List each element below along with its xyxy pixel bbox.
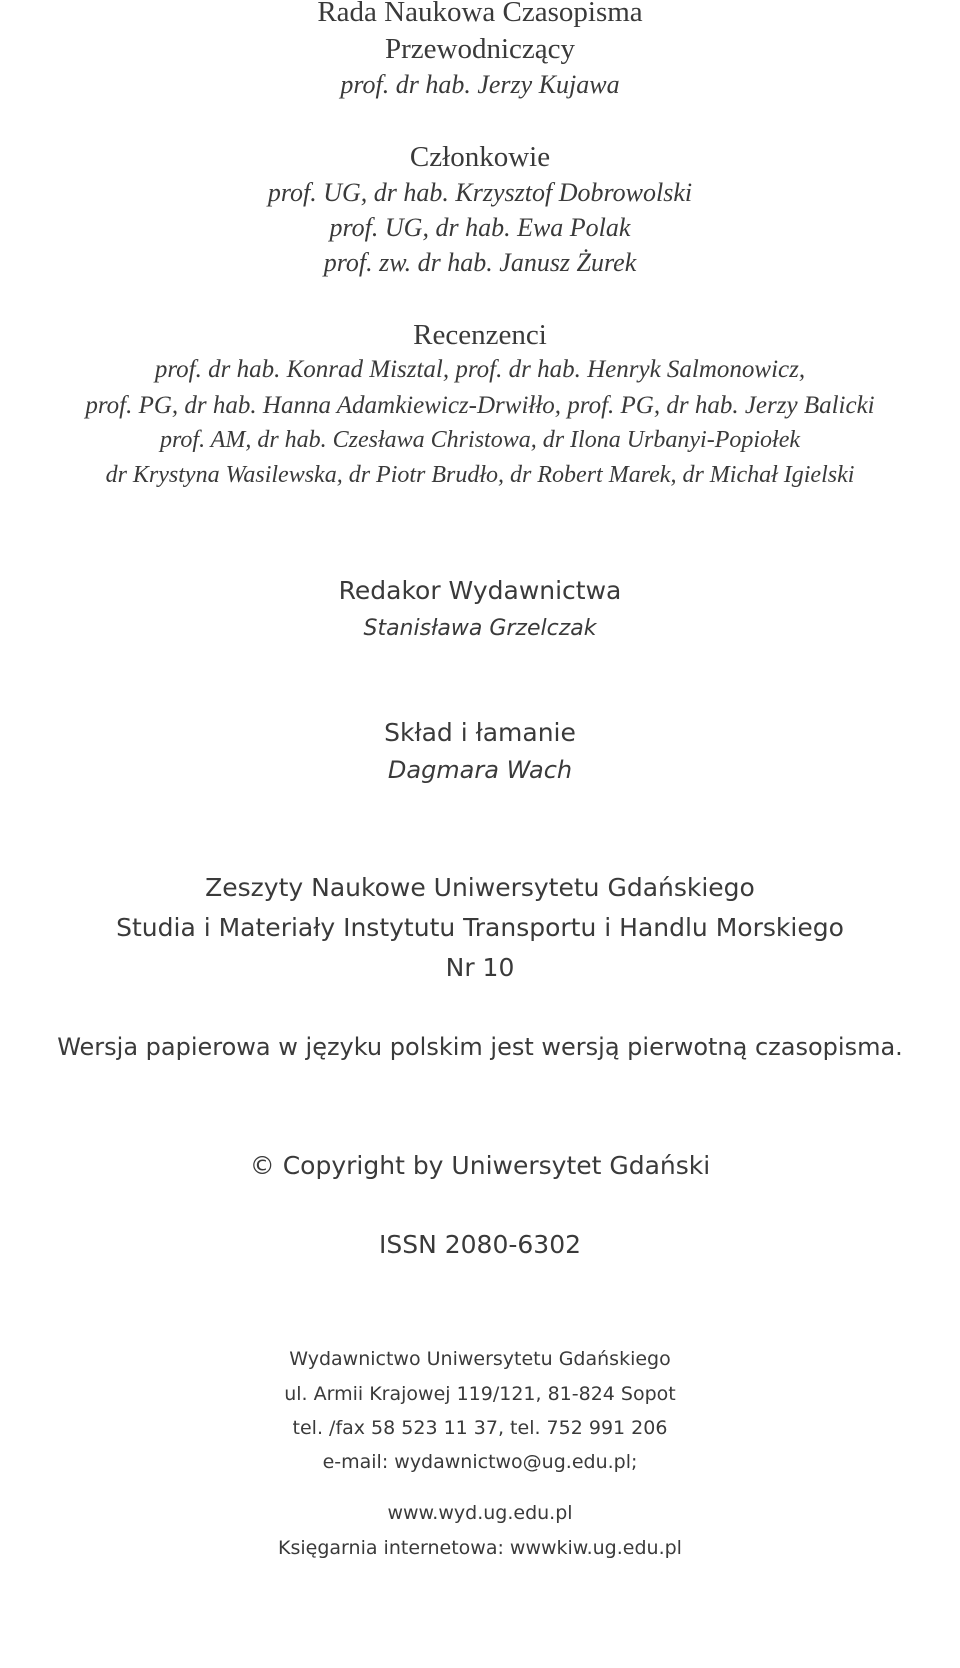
copyright-notice: © Copyright by Uniwersytet Gdański xyxy=(249,1151,711,1180)
member-name: prof. zw. dr hab. Janusz Żurek xyxy=(323,248,637,277)
reviewers-line: prof. dr hab. Konrad Misztal, prof. dr hab. Henryk Salmonowicz, xyxy=(154,356,806,383)
publisher-phone: tel. /fax 58 523 11 37, tel. 752 991 206 xyxy=(292,1417,668,1439)
bookstore-link: Księgarnia internetowa: wwwkiw.ug.edu.pl xyxy=(278,1537,682,1559)
members-heading: Członkowie xyxy=(409,141,551,173)
chair-heading: Przewodniczący xyxy=(384,33,575,65)
reviewers-line: prof. AM, dr hab. Czesława Christowa, dr Ilona Urbanyi-Popiołek xyxy=(159,427,800,453)
series-subtitle: Studia i Materiały Instytutu Transportu i Handlu Morskiego xyxy=(116,913,844,942)
publisher-website: www.wyd.ug.edu.pl xyxy=(387,1502,573,1524)
typesetting-name: Dagmara Wach xyxy=(387,756,573,784)
council-title: Rada Naukowa Czasopisma xyxy=(317,0,643,28)
publisher-address: ul. Armii Krajowej 119/121, 81-824 Sopot xyxy=(284,1383,676,1405)
issn-number: ISSN 2080-6302 xyxy=(378,1230,582,1259)
series-number: Nr 10 xyxy=(445,953,515,982)
publisher-email: e-mail: wydawnictwo@ug.edu.pl; xyxy=(322,1451,638,1473)
editor-heading: Redakor Wydawnictwa xyxy=(338,576,622,605)
publisher-name: Wydawnictwo Uniwersytetu Gdańskiego xyxy=(289,1348,671,1370)
typesetting-heading: Skład i łamanie xyxy=(384,718,576,747)
editor-name: Stanisława Grzelczak xyxy=(363,616,597,641)
series-title: Zeszyty Naukowe Uniwersytetu Gdańskiego xyxy=(205,873,755,902)
reviewers-line: prof. PG, dr hab. Hanna Adamkiewicz-Drwiłło, prof. PG, dr hab. Jerzy Balicki xyxy=(85,392,875,419)
member-name: prof. UG, dr hab. Krzysztof Dobrowolski xyxy=(267,178,693,207)
paper-version-note: Wersja papierowa w języku polskim jest wersją pierwotną czasopisma. xyxy=(57,1033,903,1061)
reviewers-heading: Recenzenci xyxy=(413,319,547,351)
reviewers-line: dr Krystyna Wasilewska, dr Piotr Brudło, dr Robert Marek, dr Michał Igielski xyxy=(105,462,855,488)
chair-name: prof. dr hab. Jerzy Kujawa xyxy=(340,70,620,99)
member-name: prof. UG, dr hab. Ewa Polak xyxy=(329,213,631,242)
